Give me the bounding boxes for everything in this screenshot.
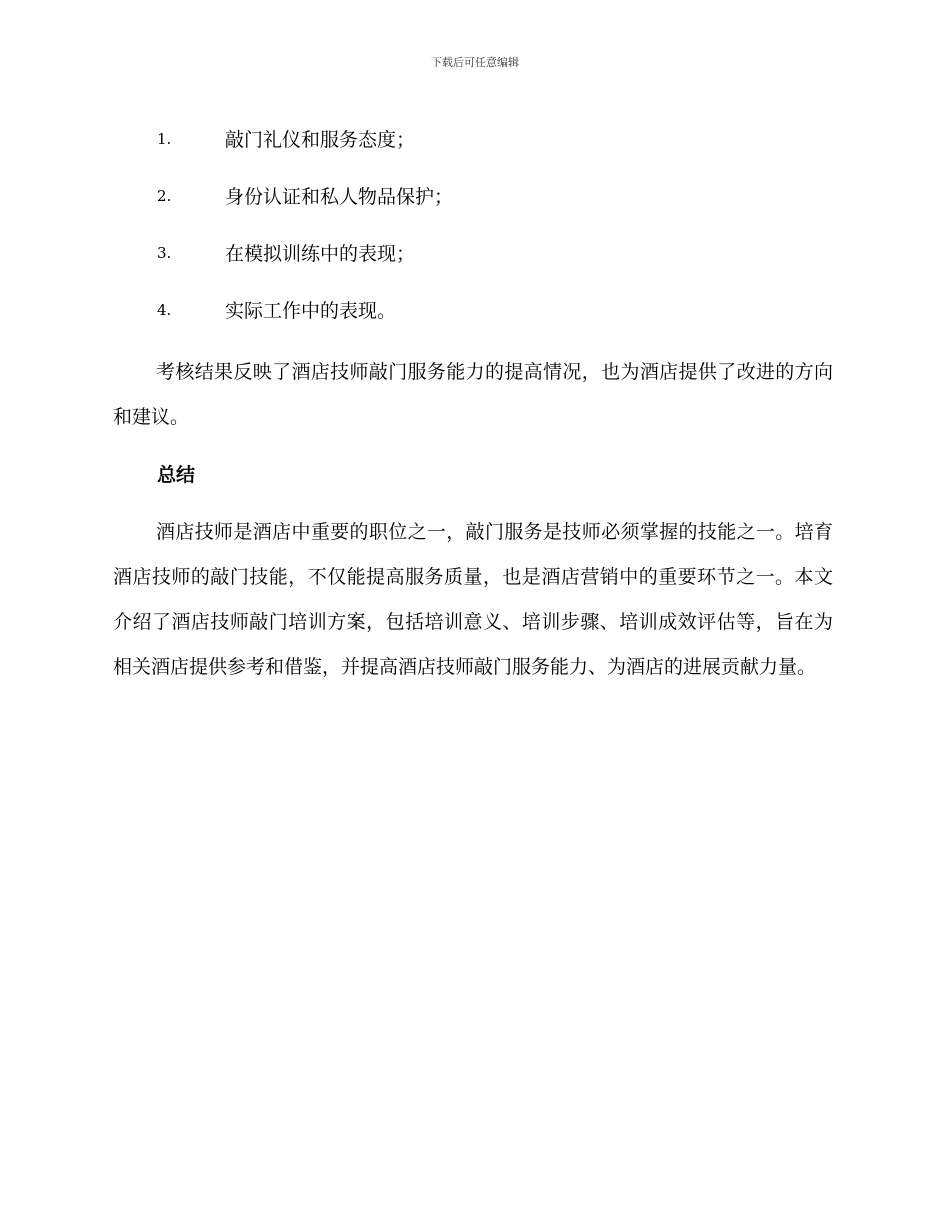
list-number: 2. (157, 186, 172, 205)
page-header: 下载后可任意编辑 (431, 56, 519, 69)
list-number: 4. (157, 300, 172, 319)
list-text: 在模拟训练中的表现； (225, 243, 416, 265)
list-number: 1. (157, 129, 172, 148)
list-item (113, 167, 833, 224)
document-body (113, 110, 833, 690)
list-item (113, 110, 833, 167)
assessment-paragraph: 考核结果反映了酒店技师敲门服务能力的提高情况，也为酒店提供了改进的方向和建议。 (113, 361, 833, 428)
list-text: 实际工作中的表现。 (225, 300, 397, 322)
list-item (113, 224, 833, 281)
list-item (113, 281, 833, 338)
list-number: 3. (157, 243, 172, 262)
list-text: 身份认证和私人物品保护； (225, 186, 454, 208)
list-text: 敲门礼仪和服务态度； (225, 129, 416, 151)
summary-paragraph: 酒店技师是酒店中重要的职位之一，敲门服务是技师必须掌握的技能之一。培育酒店技师的敲门技能，不仅能提高服务质量，也是酒店营销中的重要环节之一。本文介绍了酒店技师敲门培训方案，包括培训意义、培训步骤、培训成效评估等，旨在为相关酒店提供参考和借鉴，并提高酒店技师敲门服务能力、为酒店的进展贡献力量。 (113, 521, 833, 678)
section-heading: 总结 (157, 464, 196, 486)
criteria-list (113, 110, 833, 338)
